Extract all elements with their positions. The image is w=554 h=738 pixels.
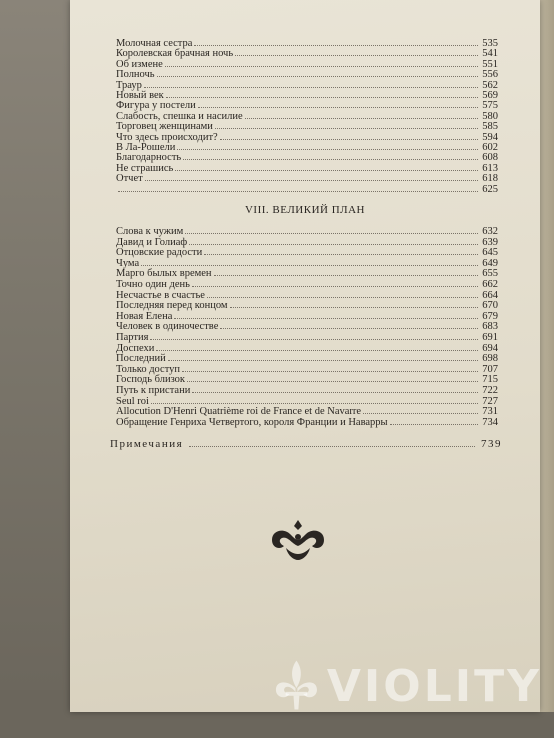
dot-leader — [204, 247, 478, 255]
notes-title: Примечания — [110, 438, 184, 450]
toc-entry-title: Полночь — [116, 69, 155, 81]
toc-entry-page: 645 — [482, 247, 498, 259]
toc-entry-title: Путь к пристани — [116, 385, 191, 396]
toc-entry-title: Доспехи — [116, 342, 155, 354]
dot-leader — [183, 152, 478, 160]
ornament-icon — [266, 518, 330, 562]
toc-entry-page: 535 — [482, 38, 498, 49]
toc-entry-title: Отчет — [116, 173, 143, 185]
toc-entry-page: 727 — [482, 395, 498, 407]
toc-entry-page: 649 — [482, 257, 498, 269]
dot-leader — [192, 279, 478, 287]
toc-entry-page: 618 — [482, 173, 498, 185]
dot-leader — [156, 343, 478, 351]
dot-leader — [144, 80, 478, 88]
toc-entry-page: 639 — [482, 236, 498, 248]
toc-entry-page: 632 — [482, 226, 498, 237]
toc-entry-page: 594 — [482, 131, 498, 143]
toc-entry — [116, 417, 498, 429]
dot-leader — [215, 121, 478, 129]
dot-leader — [189, 237, 478, 245]
dot-leader — [174, 311, 478, 319]
dot-leader — [363, 406, 478, 414]
toc-entry-title: Не страшись — [116, 162, 174, 174]
section-8-heading: VIII. ВЕЛИКИЙ ПЛАН — [244, 204, 365, 216]
toc-entry-title: Давид и Голиаф — [116, 236, 188, 248]
toc-entry-page: 551 — [482, 58, 498, 70]
toc-entry-title: Королевская брачная ночь — [116, 48, 234, 60]
toc-entry-page: 715 — [482, 374, 498, 386]
toc-entry-title: Что здесь происходит? — [116, 131, 218, 143]
toc-entry-title: Allocution D'Henri Quatrième roi de France et de Navarre — [116, 406, 362, 418]
toc-entry-page: 722 — [482, 385, 498, 396]
toc-entry-title: Новый век — [116, 90, 164, 101]
toc-entry-title: Seul roi — [116, 395, 149, 407]
toc-entry-page: 698 — [482, 353, 498, 365]
dot-leader — [165, 59, 478, 67]
toc-entry-title: Новая Елена — [116, 310, 173, 322]
dot-leader — [187, 374, 478, 382]
toc-entry-title: Чума — [116, 257, 140, 269]
toc-entry-page: 569 — [482, 90, 498, 101]
toc-entry-page: 707 — [482, 363, 498, 375]
toc-entry-page: 541 — [482, 48, 498, 60]
toc-entry-title: Об измене — [116, 58, 163, 70]
notes-page: 739 — [481, 438, 502, 450]
background-left — [0, 0, 80, 738]
dot-leader — [168, 353, 478, 361]
dot-leader — [220, 132, 478, 140]
toc-entry-page: 608 — [482, 152, 498, 164]
dot-leader — [207, 290, 478, 298]
toc-entry-page: 655 — [482, 268, 498, 280]
toc-entry-title: Несчастье в счастье — [116, 289, 205, 301]
toc-entry-page: 694 — [482, 342, 498, 354]
dot-leader — [214, 268, 478, 276]
toc-entry-title: Последний — [116, 353, 166, 365]
toc-entry-page: 664 — [482, 289, 498, 301]
toc-entry-title: Благодарность — [116, 152, 182, 164]
toc-entry-page: 580 — [482, 110, 498, 122]
toc-entry-page: 613 — [482, 162, 498, 174]
toc-entry-page: 585 — [482, 121, 498, 133]
toc-entry-title: Фигура у постели — [116, 100, 196, 112]
dot-leader — [166, 90, 478, 98]
toc-entry-page: 556 — [482, 69, 498, 81]
toc-entry-title: Человек в одиночестве — [116, 321, 219, 333]
dot-leader — [151, 396, 478, 404]
toc-entry-page: 602 — [482, 142, 498, 153]
toc-entry-page: 575 — [482, 100, 498, 112]
dot-leader — [150, 332, 478, 340]
dot-leader — [177, 142, 478, 150]
toc-entry-page: 662 — [482, 279, 498, 290]
toc-entry-page: 734 — [482, 416, 498, 428]
dot-leader — [235, 48, 478, 56]
toc-entry-title: В Ла-Рошели — [116, 142, 176, 153]
dot-leader — [198, 100, 478, 108]
toc-entry-page: 691 — [482, 332, 498, 343]
toc-entry — [116, 184, 498, 196]
toc-entry-title: Только доступ — [116, 363, 181, 375]
dot-leader — [118, 184, 478, 192]
toc-entry-title: Обращение Генриха Четвертого, короля Франции и Наварры — [116, 416, 388, 428]
fleur-de-lis-icon — [272, 658, 321, 714]
toc-entry-title: Последняя перед концом — [116, 300, 228, 312]
notes-entry — [110, 438, 502, 452]
toc-entry-title: Отцовские радости — [116, 247, 203, 259]
toc-entry-title: Партия — [116, 332, 149, 343]
toc-entry-title: Молочная сестра — [116, 38, 193, 49]
toc-entry-title: Торговец женщинами — [116, 121, 213, 133]
book-page — [70, 0, 540, 712]
toc-entry-title: Слабость, спешка и насилие — [116, 110, 243, 122]
dot-leader — [145, 173, 478, 181]
toc-entry-title: Господь близок — [116, 374, 186, 386]
dot-leader — [245, 111, 478, 119]
watermark-text: VIOLITY — [326, 660, 542, 712]
toc-entry-page: 562 — [482, 79, 498, 91]
toc-entry-page: 625 — [482, 183, 498, 195]
dot-leader — [182, 364, 478, 372]
dot-leader — [230, 300, 478, 308]
dot-leader — [220, 321, 478, 329]
dot-leader — [157, 69, 478, 77]
toc-entry-page: 683 — [482, 321, 498, 333]
toc-entry-title: Траур — [116, 79, 142, 91]
dot-leader — [189, 438, 475, 447]
dot-leader — [175, 163, 478, 171]
dot-leader — [192, 385, 478, 393]
toc-entry-page: 670 — [482, 300, 498, 312]
dot-leader — [194, 38, 478, 46]
dot-leader — [141, 258, 478, 266]
watermark — [272, 654, 542, 718]
toc-entry-page: 679 — [482, 310, 498, 322]
dot-leader — [185, 226, 478, 234]
toc-entry-page: 731 — [482, 406, 498, 418]
toc-entry-title: Марго былых времен — [116, 268, 212, 280]
toc-entry-title: Слова к чужим — [116, 226, 184, 237]
dot-leader — [390, 417, 478, 425]
toc-entry-title: Точно один день — [116, 279, 190, 290]
